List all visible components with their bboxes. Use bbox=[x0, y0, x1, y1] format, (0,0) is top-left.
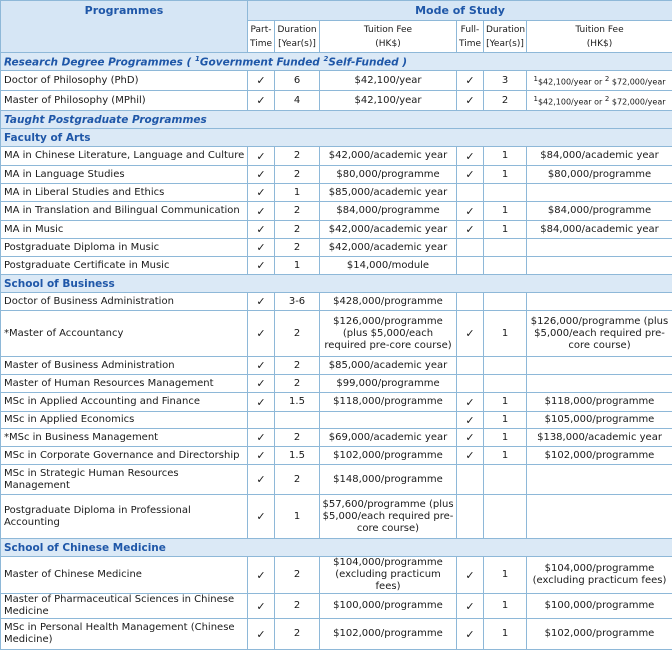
chinese-medicine-rows bbox=[1, 557, 672, 650]
part-time-header: Part-Time bbox=[248, 21, 275, 53]
full-time-check: ✓ bbox=[457, 412, 484, 429]
table-row bbox=[1, 166, 672, 184]
part-time-fee: $148,000/programme bbox=[320, 465, 457, 495]
full-time-duration bbox=[484, 184, 527, 202]
part-time-check: ✓ bbox=[248, 357, 275, 375]
part-time-duration: 4 bbox=[275, 91, 320, 111]
section-title: School of Chinese Medicine bbox=[1, 539, 672, 557]
full-time-duration: 2 bbox=[484, 91, 527, 111]
programme-name: Master of Chinese Medicine bbox=[1, 557, 248, 594]
part-time-fee: $42,100/year bbox=[320, 71, 457, 91]
full-time-duration bbox=[484, 375, 527, 393]
header-row bbox=[1, 1, 672, 21]
full-time-fee: $105,000/programme bbox=[527, 412, 672, 429]
business-rows bbox=[1, 293, 672, 539]
table-row bbox=[1, 393, 672, 412]
table-row bbox=[1, 311, 672, 357]
full-time-duration bbox=[484, 257, 527, 275]
full-time-duration: 1 bbox=[484, 202, 527, 221]
full-time-check bbox=[457, 257, 484, 275]
part-time-duration: 2 bbox=[275, 357, 320, 375]
full-time-duration bbox=[484, 239, 527, 257]
full-time-check bbox=[457, 495, 484, 539]
programme-name: MSc in Strategic Human Resources Management bbox=[1, 465, 248, 495]
full-time-fee bbox=[527, 293, 672, 311]
programme-name: Master of Business Administration bbox=[1, 357, 248, 375]
research-rows bbox=[1, 71, 672, 111]
full-time-fee: $102,000/programme bbox=[527, 619, 672, 650]
full-time-check: ✓ bbox=[457, 147, 484, 166]
programme-name: MSc in Corporate Governance and Directorship bbox=[1, 447, 248, 465]
programme-name: Postgraduate Certificate in Music bbox=[1, 257, 248, 275]
full-time-duration bbox=[484, 357, 527, 375]
full-time-check bbox=[457, 375, 484, 393]
table-row bbox=[1, 619, 672, 650]
programme-name: Postgraduate Diploma in Professional Accounting bbox=[1, 495, 248, 539]
part-time-duration: 2 bbox=[275, 147, 320, 166]
full-time-fee bbox=[527, 239, 672, 257]
full-time-header: Full-Time bbox=[457, 21, 484, 53]
full-time-check: ✓ bbox=[457, 91, 484, 111]
full-time-duration: 1 bbox=[484, 447, 527, 465]
part-time-duration: 2 bbox=[275, 239, 320, 257]
programme-name: Postgraduate Diploma in Music bbox=[1, 239, 248, 257]
part-time-check: ✓ bbox=[248, 495, 275, 539]
programme-name: MA in Translation and Bilingual Communication bbox=[1, 202, 248, 221]
part-time-duration: 2 bbox=[275, 619, 320, 650]
full-time-check bbox=[457, 293, 484, 311]
full-time-fee: $84,000/programme bbox=[527, 202, 672, 221]
table-row bbox=[1, 412, 672, 429]
part-time-check: ✓ bbox=[248, 447, 275, 465]
table-row bbox=[1, 375, 672, 393]
section-taught bbox=[1, 111, 672, 129]
full-time-check bbox=[457, 357, 484, 375]
table-row bbox=[1, 357, 672, 375]
full-time-fee-header: Tuition Fee (HK$) bbox=[527, 21, 672, 53]
full-time-duration bbox=[484, 465, 527, 495]
part-time-check: ✓ bbox=[248, 293, 275, 311]
section-title: Research Degree Programmes ( $^1$Government Funded $^2$Self-Funded ) bbox=[1, 53, 672, 71]
part-time-check: ✓ bbox=[248, 557, 275, 594]
full-time-duration: 1 bbox=[484, 557, 527, 594]
full-time-check bbox=[457, 465, 484, 495]
table-row bbox=[1, 147, 672, 166]
full-time-check: ✓ bbox=[457, 447, 484, 465]
part-time-fee: $80,000/programme bbox=[320, 166, 457, 184]
full-time-fee bbox=[527, 495, 672, 539]
part-time-fee: $102,000/programme bbox=[320, 619, 457, 650]
part-time-fee: $42,100/year bbox=[320, 91, 457, 111]
full-time-check: ✓ bbox=[457, 557, 484, 594]
programme-name: MSc in Applied Accounting and Finance bbox=[1, 393, 248, 412]
part-time-check: ✓ bbox=[248, 221, 275, 239]
programme-name: Doctor of Philosophy (PhD) bbox=[1, 71, 248, 91]
part-time-fee: $85,000/academic year bbox=[320, 357, 457, 375]
full-time-fee: $104,000/programme (excluding practicum fees) bbox=[527, 557, 672, 594]
part-time-duration-header: Duration [Year(s)] bbox=[275, 21, 320, 53]
part-time-check: ✓ bbox=[248, 166, 275, 184]
part-time-duration: 1.5 bbox=[275, 393, 320, 412]
part-time-duration: 2 bbox=[275, 594, 320, 619]
part-time-fee: $69,000/academic year bbox=[320, 429, 457, 447]
part-time-duration: 2 bbox=[275, 557, 320, 594]
full-time-check bbox=[457, 184, 484, 202]
part-time-check bbox=[248, 412, 275, 429]
part-time-fee: $126,000/programme (plus $5,000/each required pre-core course) bbox=[320, 311, 457, 357]
part-time-fee: $104,000/programme (excluding practicum fees) bbox=[320, 557, 457, 594]
part-time-duration: 2 bbox=[275, 311, 320, 357]
part-time-fee: $42,000/academic year bbox=[320, 147, 457, 166]
part-time-check: ✓ bbox=[248, 375, 275, 393]
programmes-header: Programmes bbox=[1, 1, 248, 53]
programme-name: *Master of Accountancy bbox=[1, 311, 248, 357]
table-row bbox=[1, 465, 672, 495]
part-time-check: ✓ bbox=[248, 429, 275, 447]
part-time-duration: 1.5 bbox=[275, 447, 320, 465]
full-time-fee bbox=[527, 465, 672, 495]
part-time-fee: $102,000/programme bbox=[320, 447, 457, 465]
programme-name: Doctor of Business Administration bbox=[1, 293, 248, 311]
full-time-fee bbox=[527, 357, 672, 375]
part-time-duration: 1 bbox=[275, 257, 320, 275]
programme-name: *MSc in Business Management bbox=[1, 429, 248, 447]
part-time-duration: 1 bbox=[275, 495, 320, 539]
table-row bbox=[1, 202, 672, 221]
full-time-check: ✓ bbox=[457, 166, 484, 184]
table-row bbox=[1, 429, 672, 447]
part-time-fee: $14,000/module bbox=[320, 257, 457, 275]
full-time-fee: $^1$\$42,100/year or $^2$ $72,000/year bbox=[527, 71, 672, 91]
arts-rows bbox=[1, 147, 672, 275]
table-row bbox=[1, 447, 672, 465]
programme-name: MA in Music bbox=[1, 221, 248, 239]
part-time-fee: $42,000/academic year bbox=[320, 221, 457, 239]
part-time-fee bbox=[320, 412, 457, 429]
full-time-duration bbox=[484, 495, 527, 539]
full-time-fee: $126,000/programme (plus $5,000/each required pre-core course) bbox=[527, 311, 672, 357]
full-time-fee: $118,000/programme bbox=[527, 393, 672, 412]
part-time-duration: 6 bbox=[275, 71, 320, 91]
part-time-check: ✓ bbox=[248, 465, 275, 495]
part-time-duration: 1 bbox=[275, 184, 320, 202]
part-time-fee: $118,000/programme bbox=[320, 393, 457, 412]
part-time-duration: 2 bbox=[275, 202, 320, 221]
part-time-check: ✓ bbox=[248, 257, 275, 275]
mode-of-study-header: Mode of Study bbox=[248, 1, 672, 21]
full-time-check: ✓ bbox=[457, 619, 484, 650]
full-time-fee: $^1$\$42,100/year or $^2$ $72,000/year bbox=[527, 91, 672, 111]
part-time-check: ✓ bbox=[248, 91, 275, 111]
table-row bbox=[1, 184, 672, 202]
part-time-fee: $428,000/programme bbox=[320, 293, 457, 311]
full-time-fee: $84,000/academic year bbox=[527, 147, 672, 166]
part-time-duration: 2 bbox=[275, 166, 320, 184]
part-time-duration bbox=[275, 412, 320, 429]
programme-name: MSc in Applied Economics bbox=[1, 412, 248, 429]
part-time-check: ✓ bbox=[248, 393, 275, 412]
part-time-duration: 3-6 bbox=[275, 293, 320, 311]
part-time-check: ✓ bbox=[248, 147, 275, 166]
section-research bbox=[1, 53, 672, 71]
table-row bbox=[1, 257, 672, 275]
programme-name: Master of Human Resources Management bbox=[1, 375, 248, 393]
full-time-check: ✓ bbox=[457, 221, 484, 239]
section-title: School of Business bbox=[1, 275, 672, 293]
table-row bbox=[1, 91, 672, 111]
part-time-fee-header: Tuition Fee (HK$) bbox=[320, 21, 457, 53]
section-arts bbox=[1, 129, 672, 147]
section-chinese-medicine bbox=[1, 539, 672, 557]
full-time-duration: 1 bbox=[484, 619, 527, 650]
full-time-fee: $100,000/programme bbox=[527, 594, 672, 619]
full-time-check: ✓ bbox=[457, 429, 484, 447]
part-time-check: ✓ bbox=[248, 311, 275, 357]
full-time-duration: 1 bbox=[484, 221, 527, 239]
part-time-fee: $100,000/programme bbox=[320, 594, 457, 619]
full-time-duration bbox=[484, 293, 527, 311]
full-time-check: ✓ bbox=[457, 393, 484, 412]
table-row bbox=[1, 221, 672, 239]
part-time-check: ✓ bbox=[248, 202, 275, 221]
part-time-fee: $85,000/academic year bbox=[320, 184, 457, 202]
full-time-fee: $80,000/programme bbox=[527, 166, 672, 184]
full-time-fee: $102,000/programme bbox=[527, 447, 672, 465]
programme-name: MA in Chinese Literature, Language and Culture bbox=[1, 147, 248, 166]
part-time-duration: 2 bbox=[275, 221, 320, 239]
part-time-check: ✓ bbox=[248, 619, 275, 650]
part-time-fee: $84,000/programme bbox=[320, 202, 457, 221]
programme-name: MA in Liberal Studies and Ethics bbox=[1, 184, 248, 202]
table-row bbox=[1, 495, 672, 539]
section-title: Taught Postgraduate Programmes bbox=[1, 111, 672, 129]
part-time-check: ✓ bbox=[248, 239, 275, 257]
table-row bbox=[1, 293, 672, 311]
full-time-fee bbox=[527, 375, 672, 393]
section-title: Faculty of Arts bbox=[1, 129, 672, 147]
table-row bbox=[1, 71, 672, 91]
section-business bbox=[1, 275, 672, 293]
part-time-duration: 2 bbox=[275, 429, 320, 447]
full-time-duration-header: Duration [Year(s)] bbox=[484, 21, 527, 53]
full-time-duration: 1 bbox=[484, 147, 527, 166]
part-time-check: ✓ bbox=[248, 184, 275, 202]
programme-name: Master of Pharmaceutical Sciences in Chinese Medicine bbox=[1, 594, 248, 619]
full-time-fee: $84,000/academic year bbox=[527, 221, 672, 239]
full-time-check: ✓ bbox=[457, 311, 484, 357]
full-time-duration: 1 bbox=[484, 594, 527, 619]
full-time-fee: $138,000/academic year bbox=[527, 429, 672, 447]
full-time-check bbox=[457, 239, 484, 257]
full-time-fee bbox=[527, 257, 672, 275]
table-row bbox=[1, 557, 672, 594]
part-time-fee: $57,600/programme (plus $5,000/each required pre-core course) bbox=[320, 495, 457, 539]
full-time-duration: 1 bbox=[484, 311, 527, 357]
programme-name: MA in Language Studies bbox=[1, 166, 248, 184]
programme-name: MSc in Personal Health Management (Chinese Medicine) bbox=[1, 619, 248, 650]
full-time-check: ✓ bbox=[457, 71, 484, 91]
part-time-duration: 2 bbox=[275, 465, 320, 495]
table-row bbox=[1, 594, 672, 619]
part-time-check: ✓ bbox=[248, 71, 275, 91]
table-row bbox=[1, 239, 672, 257]
part-time-fee: $42,000/academic year bbox=[320, 239, 457, 257]
part-time-fee: $99,000/programme bbox=[320, 375, 457, 393]
full-time-fee bbox=[527, 184, 672, 202]
part-time-check: ✓ bbox=[248, 594, 275, 619]
full-time-duration: 1 bbox=[484, 429, 527, 447]
full-time-duration: 3 bbox=[484, 71, 527, 91]
full-time-duration: 1 bbox=[484, 166, 527, 184]
full-time-duration: 1 bbox=[484, 393, 527, 412]
programme-name: Master of Philosophy (MPhil) bbox=[1, 91, 248, 111]
full-time-check: ✓ bbox=[457, 594, 484, 619]
full-time-check: ✓ bbox=[457, 202, 484, 221]
part-time-duration: 2 bbox=[275, 375, 320, 393]
full-time-duration: 1 bbox=[484, 412, 527, 429]
